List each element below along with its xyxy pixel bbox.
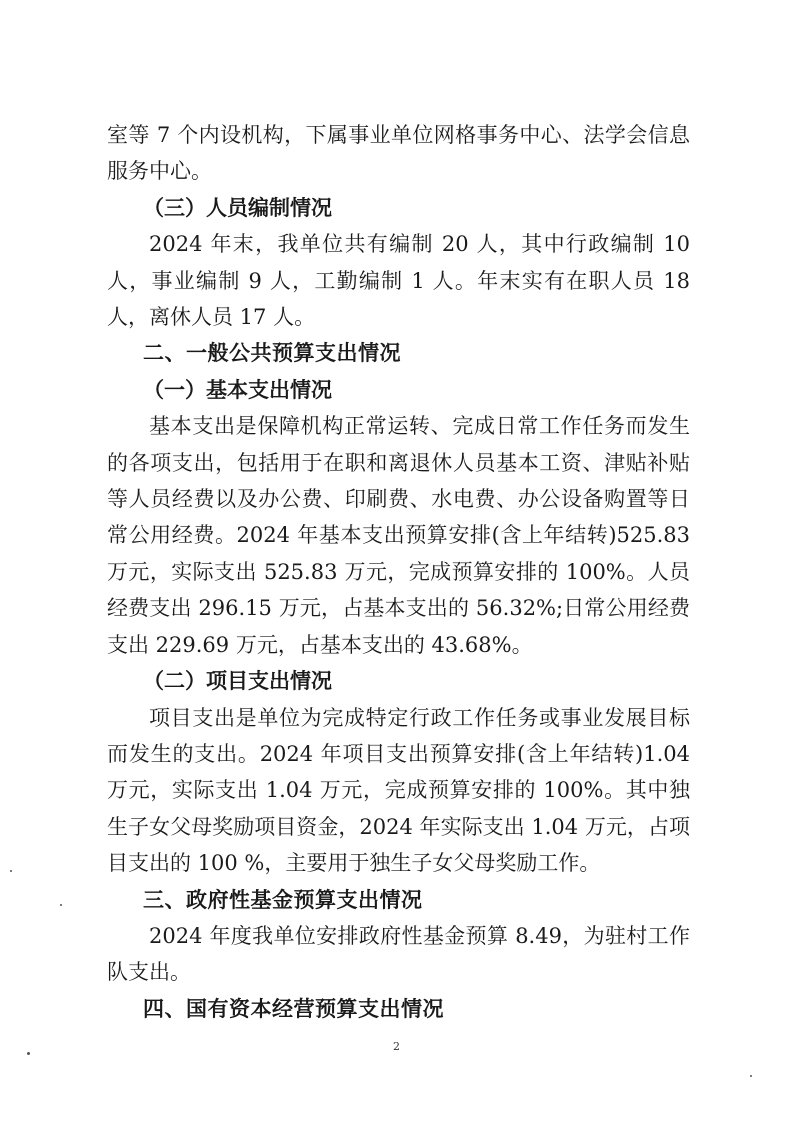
scan-speck [750,1075,752,1077]
heading-basic-expenditure: （一）基本支出情况 [143,377,332,402]
paragraph-continuation: 室等 7 个内设机构，下属事业单位网格事务中心、法学会信息服务中心。 [107,123,690,184]
heading-general-budget: 二、一般公共预算支出情况 [143,341,401,366]
paragraph-government-fund: 2024 年度我单位安排政府性基金预算 8.49，为驻村工作队支出。 [107,923,690,985]
heading-project-expenditure: （二）项目支出情况 [143,669,332,694]
scan-speck [10,870,12,872]
scan-speck [27,1052,30,1055]
heading-government-fund: 三、政府性基金预算支出情况 [143,887,423,912]
heading-state-capital: 四、国有资本经营预算支出情况 [143,996,444,1021]
paragraph-basic-expenditure: 基本支出是保障机构正常运转、完成日常工作任务而发生的各项支出，包括用于在职和离退休人员基本工资、津贴补贴等人员经费以及办公费、印刷费、水电费、办公设备购置等日常公用经费。2024 年基本支出预算安排(含上年结转)525.83 万元，实际支出 525.83 万元，完成预算安排的 100%。人员经费支出 296.15 万元，占基本支出的 56.32%;日常公用经费支出 229.69 万元，占基本支出的 43.68%。 [107,414,690,657]
paragraph-staffing: 2024 年末，我单位共有编制 20 人，其中行政编制 10 人，事业编制 9 人，工勤编制 1 人。年末实有在职人员 18 人，离休人员 17 人。 [107,232,690,330]
paragraph-project-expenditure: 项目支出是单位为完成特定行政工作任务或事业发展目标而发生的支出。2024 年项目支出预算安排(含上年结转)1.04 万元，实际支出 1.04 万元，完成预算安排的 100%。其中独生子女父母奖励项目资金，2024 年实际支出 1.04 万元，占项目支出的 100 %，主要用于独生子女父母奖励工作。 [107,705,690,876]
page-number: 2 [393,1040,400,1053]
document-body [107,117,690,1027]
heading-staffing: （三）人员编制情况 [143,195,332,220]
scan-speck [60,904,62,906]
